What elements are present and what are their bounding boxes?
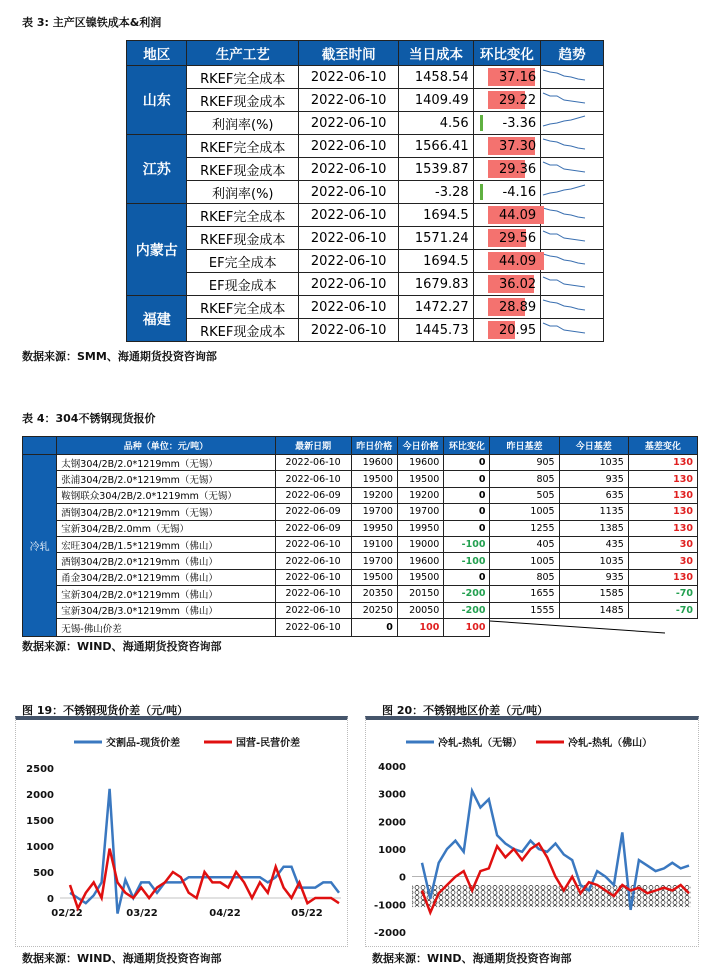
y-tick-label: 2000 bbox=[26, 790, 54, 801]
basis-cell: 1485 bbox=[559, 602, 628, 618]
process-cell: RKEF现金成本 bbox=[187, 158, 299, 181]
date-cell: 2022-06-10 bbox=[299, 89, 399, 112]
product-cell: 酒钢304/2B/2.0*1219mm（无锡） bbox=[57, 504, 275, 520]
legend-label: 国营-民营价差 bbox=[236, 738, 301, 749]
change-cell: 0 bbox=[444, 504, 490, 520]
process-cell: RKEF现金成本 bbox=[187, 319, 299, 342]
price-cell: 20050 bbox=[397, 602, 443, 618]
change-cell: 37.16 bbox=[473, 66, 541, 89]
y-tick-label: -2000 bbox=[374, 928, 406, 939]
prev-price-cell: 19600 bbox=[351, 455, 397, 471]
table-row bbox=[127, 204, 604, 227]
prev-price-cell: 19700 bbox=[351, 553, 397, 569]
cost-cell: 1409.49 bbox=[399, 89, 473, 112]
prev-basis-cell: 805 bbox=[490, 471, 559, 487]
region-cell: 内蒙古 bbox=[127, 204, 187, 296]
change-cell: -100 bbox=[444, 536, 490, 552]
prev-price-cell: 19700 bbox=[351, 504, 397, 520]
prev-basis-cell: 1255 bbox=[490, 520, 559, 536]
change-cell: 0 bbox=[444, 520, 490, 536]
header-cell: 品种（单位：元/吨） bbox=[57, 437, 275, 455]
y-tick-label: 1000 bbox=[378, 845, 406, 856]
basis-change-cell: 130 bbox=[628, 455, 697, 471]
price-cell: 19700 bbox=[397, 504, 443, 520]
change-cell: -200 bbox=[444, 602, 490, 618]
basis-change-cell: 30 bbox=[628, 553, 697, 569]
product-cell: 鞍钢联众304/2B/2.0*1219mm（无锡） bbox=[57, 487, 275, 503]
product-cell: 无锡-佛山价差 bbox=[57, 618, 275, 637]
legend-label: 交割品-现货价差 bbox=[106, 738, 181, 749]
table-row bbox=[127, 158, 604, 181]
basis-cell: 1135 bbox=[559, 504, 628, 520]
process-cell: 利润率(%) bbox=[187, 181, 299, 204]
table-row bbox=[23, 618, 698, 637]
table-row bbox=[23, 536, 698, 552]
price-cell: 19000 bbox=[397, 536, 443, 552]
prev-basis-cell: 505 bbox=[490, 487, 559, 503]
product-cell: 宝新304/2B/3.0*1219mm（佛山） bbox=[57, 602, 275, 618]
basis-change-cell: -70 bbox=[628, 586, 697, 602]
change-cell: 0 bbox=[444, 569, 490, 585]
prev-basis-cell: 805 bbox=[490, 569, 559, 585]
prev-price-cell: 19200 bbox=[351, 487, 397, 503]
cost-cell: 1445.73 bbox=[399, 319, 473, 342]
chart20-title: 图 20：不锈钢地区价差（元/吨） bbox=[382, 704, 549, 717]
nickel-iron-cost-table bbox=[126, 40, 604, 342]
change-cell: -3.36 bbox=[473, 112, 541, 135]
product-cell: 酒钢304/2B/2.0*1219mm（佛山） bbox=[57, 553, 275, 569]
table-row bbox=[127, 66, 604, 89]
y-tick-label: 0 bbox=[47, 894, 54, 905]
change-cell: 0 bbox=[444, 487, 490, 503]
date-cell: 2022-06-09 bbox=[275, 520, 351, 536]
basis-cell: 935 bbox=[559, 471, 628, 487]
product-cell: 宝新304/2B/2.0mm（无锡） bbox=[57, 520, 275, 536]
stainless-spot-price-table bbox=[22, 436, 698, 637]
prev-basis-cell: 905 bbox=[490, 455, 559, 471]
trend-sparkline bbox=[541, 158, 604, 181]
date-cell: 2022-06-10 bbox=[299, 273, 399, 296]
prev-price-cell: 19500 bbox=[351, 471, 397, 487]
date-cell: 2022-06-10 bbox=[275, 586, 351, 602]
change-cell: 44.09 bbox=[473, 250, 541, 273]
header-cell: 昨日基差 bbox=[490, 437, 559, 455]
change-cell: 29.56 bbox=[473, 227, 541, 250]
process-cell: EF完全成本 bbox=[187, 250, 299, 273]
product-cell: 宏旺304/2B/1.5*1219mm（佛山） bbox=[57, 536, 275, 552]
basis-change-cell: 130 bbox=[628, 504, 697, 520]
table-row bbox=[23, 586, 698, 602]
header-cell: 生产工艺 bbox=[187, 41, 299, 66]
trend-sparkline bbox=[541, 89, 604, 112]
series-line bbox=[70, 849, 339, 909]
x-tick-label: 05/22 bbox=[291, 908, 323, 919]
y-tick-label: 1500 bbox=[26, 816, 54, 827]
price-cell: 100 bbox=[397, 618, 443, 637]
prev-basis-cell: 1555 bbox=[490, 602, 559, 618]
basis-cell: 935 bbox=[559, 569, 628, 585]
date-cell: 2022-06-10 bbox=[275, 618, 351, 637]
region-cell: 山东 bbox=[127, 66, 187, 135]
header-cell: 趋势 bbox=[541, 41, 604, 66]
date-cell: 2022-06-09 bbox=[275, 504, 351, 520]
trend-sparkline bbox=[541, 181, 604, 204]
cost-cell: 1458.54 bbox=[399, 66, 473, 89]
change-cell: 29.22 bbox=[473, 89, 541, 112]
header-cell: 环比变化 bbox=[473, 41, 541, 66]
prev-price-cell: 19950 bbox=[351, 520, 397, 536]
change-cell: 28.89 bbox=[473, 296, 541, 319]
prev-price-cell: 19500 bbox=[351, 569, 397, 585]
prev-price-cell: 20350 bbox=[351, 586, 397, 602]
table-row bbox=[127, 135, 604, 158]
header-cell: 环比变化 bbox=[444, 437, 490, 455]
date-cell: 2022-06-10 bbox=[299, 227, 399, 250]
trend-sparkline bbox=[541, 66, 604, 89]
header-cell: 基差变化 bbox=[628, 437, 697, 455]
table-row bbox=[23, 602, 698, 618]
date-cell: 2022-06-10 bbox=[299, 296, 399, 319]
basis-cell: 1035 bbox=[559, 455, 628, 471]
table-row bbox=[127, 296, 604, 319]
chart20-source: 数据来源：WIND、海通期货投资咨询部 bbox=[372, 952, 572, 965]
cost-cell: 1566.41 bbox=[399, 135, 473, 158]
basis-cell: 1035 bbox=[559, 553, 628, 569]
process-cell: RKEF完全成本 bbox=[187, 66, 299, 89]
process-cell: RKEF完全成本 bbox=[187, 296, 299, 319]
change-cell: 37.30 bbox=[473, 135, 541, 158]
price-cell: 19600 bbox=[397, 553, 443, 569]
chart20 bbox=[365, 716, 699, 947]
region-cell: 福建 bbox=[127, 296, 187, 342]
price-cell: 19200 bbox=[397, 487, 443, 503]
price-cell: 19500 bbox=[397, 471, 443, 487]
y-tick-label: 2500 bbox=[26, 764, 54, 775]
change-cell: 36.02 bbox=[473, 273, 541, 296]
product-cell: 宝新304/2B/2.0*1219mm（佛山） bbox=[57, 586, 275, 602]
table-row bbox=[23, 471, 698, 487]
table3-source: 数据来源：SMM、海通期货投资咨询部 bbox=[22, 350, 217, 363]
change-cell: 20.95 bbox=[473, 319, 541, 342]
region-cell: 江苏 bbox=[127, 135, 187, 204]
x-tick-label: 03/22 bbox=[126, 908, 158, 919]
x-tick-label: 04/22 bbox=[209, 908, 241, 919]
price-cell: 19950 bbox=[397, 520, 443, 536]
prev-basis-cell: 1655 bbox=[490, 586, 559, 602]
basis-change-cell: 130 bbox=[628, 471, 697, 487]
table-row bbox=[23, 504, 698, 520]
hatched-band bbox=[412, 885, 691, 907]
product-cell: 太钢304/2B/2.0*1219mm（无锡） bbox=[57, 455, 275, 471]
table-row bbox=[127, 227, 604, 250]
table-row bbox=[127, 273, 604, 296]
cost-cell: 1694.5 bbox=[399, 250, 473, 273]
table-row bbox=[23, 553, 698, 569]
price-cell: 19600 bbox=[397, 455, 443, 471]
basis-change-cell: 30 bbox=[628, 536, 697, 552]
date-cell: 2022-06-10 bbox=[299, 181, 399, 204]
date-cell: 2022-06-09 bbox=[275, 487, 351, 503]
date-cell: 2022-06-10 bbox=[299, 66, 399, 89]
prev-basis-cell: 1005 bbox=[490, 553, 559, 569]
table-row bbox=[23, 520, 698, 536]
empty-cell bbox=[490, 618, 698, 637]
trend-sparkline bbox=[541, 112, 604, 135]
cost-cell: 1571.24 bbox=[399, 227, 473, 250]
change-bar bbox=[480, 184, 483, 200]
region-header bbox=[23, 437, 57, 455]
table-row bbox=[23, 455, 698, 471]
trend-sparkline bbox=[541, 250, 604, 273]
cost-cell: 4.56 bbox=[399, 112, 473, 135]
product-cell: 甬金304/2B/2.0*1219mm（佛山） bbox=[57, 569, 275, 585]
prev-price-cell: 20250 bbox=[351, 602, 397, 618]
table3-caption: 表 3: 主产区镍铁成本&利润 bbox=[22, 16, 162, 29]
prev-basis-cell: 1005 bbox=[490, 504, 559, 520]
process-cell: RKEF现金成本 bbox=[187, 227, 299, 250]
cost-cell: 1539.87 bbox=[399, 158, 473, 181]
table4-source: 数据来源：WIND、海通期货投资咨询部 bbox=[22, 640, 222, 653]
table-row bbox=[127, 89, 604, 112]
product-cell: 张浦304/2B/2.0*1219mm（无锡） bbox=[57, 471, 275, 487]
process-cell: EF现金成本 bbox=[187, 273, 299, 296]
basis-change-cell: 130 bbox=[628, 569, 697, 585]
trend-sparkline bbox=[541, 135, 604, 158]
table-row bbox=[127, 319, 604, 342]
date-cell: 2022-06-10 bbox=[299, 112, 399, 135]
date-cell: 2022-06-10 bbox=[275, 602, 351, 618]
table-row bbox=[127, 112, 604, 135]
header-cell: 最新日期 bbox=[275, 437, 351, 455]
y-tick-label: 3000 bbox=[378, 789, 406, 801]
chart19 bbox=[15, 716, 348, 947]
cost-cell: -3.28 bbox=[399, 181, 473, 204]
date-cell: 2022-06-10 bbox=[299, 250, 399, 273]
table-row bbox=[127, 250, 604, 273]
chart19-title: 图 19：不锈钢现货价差（元/吨） bbox=[22, 704, 189, 717]
header-cell: 截至时间 bbox=[299, 41, 399, 66]
cost-cell: 1472.27 bbox=[399, 296, 473, 319]
date-cell: 2022-06-10 bbox=[299, 135, 399, 158]
change-cell: 0 bbox=[444, 471, 490, 487]
date-cell: 2022-06-10 bbox=[275, 471, 351, 487]
cost-cell: 1694.5 bbox=[399, 204, 473, 227]
trend-sparkline bbox=[541, 273, 604, 296]
y-tick-label: 1000 bbox=[26, 842, 54, 853]
header-cell: 今日价格 bbox=[397, 437, 443, 455]
region-cell: 冷轧 bbox=[23, 455, 57, 637]
y-tick-label: 2000 bbox=[378, 817, 406, 829]
trend-sparkline bbox=[541, 319, 604, 342]
change-cell: -200 bbox=[444, 586, 490, 602]
price-cell: 20150 bbox=[397, 586, 443, 602]
change-cell: 100 bbox=[444, 618, 490, 637]
x-tick-label: 02/22 bbox=[51, 908, 83, 919]
date-cell: 2022-06-10 bbox=[275, 455, 351, 471]
process-cell: 利润率(%) bbox=[187, 112, 299, 135]
basis-change-cell: -70 bbox=[628, 602, 697, 618]
date-cell: 2022-06-10 bbox=[299, 204, 399, 227]
y-tick-label: 4000 bbox=[378, 762, 406, 773]
basis-cell: 1385 bbox=[559, 520, 628, 536]
table-row bbox=[23, 487, 698, 503]
y-tick-label: 500 bbox=[33, 868, 54, 879]
date-cell: 2022-06-10 bbox=[275, 569, 351, 585]
cost-cell: 1679.83 bbox=[399, 273, 473, 296]
date-cell: 2022-06-10 bbox=[299, 319, 399, 342]
header-cell: 地区 bbox=[127, 41, 187, 66]
y-tick-label: -1000 bbox=[374, 900, 406, 912]
trend-sparkline bbox=[541, 204, 604, 227]
y-tick-label: 0 bbox=[399, 872, 406, 884]
change-cell: -100 bbox=[444, 553, 490, 569]
table4-caption: 表 4：304不锈钢现货报价 bbox=[22, 412, 156, 425]
change-bar bbox=[480, 115, 483, 131]
header-cell: 今日基差 bbox=[559, 437, 628, 455]
basis-cell: 1585 bbox=[559, 586, 628, 602]
legend-label: 冷轧-热轧（无锡） bbox=[438, 738, 523, 749]
date-cell: 2022-06-10 bbox=[299, 158, 399, 181]
basis-change-cell: 130 bbox=[628, 520, 697, 536]
change-cell: 0 bbox=[444, 455, 490, 471]
chart19-source: 数据来源：WIND、海通期货投资咨询部 bbox=[22, 952, 222, 965]
table-row bbox=[23, 569, 698, 585]
basis-change-cell: 130 bbox=[628, 487, 697, 503]
header-cell: 当日成本 bbox=[399, 41, 473, 66]
basis-cell: 435 bbox=[559, 536, 628, 552]
process-cell: RKEF完全成本 bbox=[187, 204, 299, 227]
header-cell: 昨日价格 bbox=[351, 437, 397, 455]
prev-price-cell: 19100 bbox=[351, 536, 397, 552]
change-cell: -4.16 bbox=[473, 181, 541, 204]
date-cell: 2022-06-10 bbox=[275, 553, 351, 569]
basis-cell: 635 bbox=[559, 487, 628, 503]
prev-basis-cell: 405 bbox=[490, 536, 559, 552]
process-cell: RKEF现金成本 bbox=[187, 89, 299, 112]
date-cell: 2022-06-10 bbox=[275, 536, 351, 552]
trend-sparkline bbox=[541, 227, 604, 250]
process-cell: RKEF完全成本 bbox=[187, 135, 299, 158]
prev-price-cell: 0 bbox=[351, 618, 397, 637]
change-cell: 29.36 bbox=[473, 158, 541, 181]
change-cell: 44.09 bbox=[473, 204, 541, 227]
price-cell: 19500 bbox=[397, 569, 443, 585]
trend-sparkline bbox=[541, 296, 604, 319]
table-row bbox=[127, 181, 604, 204]
legend-label: 冷轧-热轧（佛山） bbox=[568, 738, 653, 749]
